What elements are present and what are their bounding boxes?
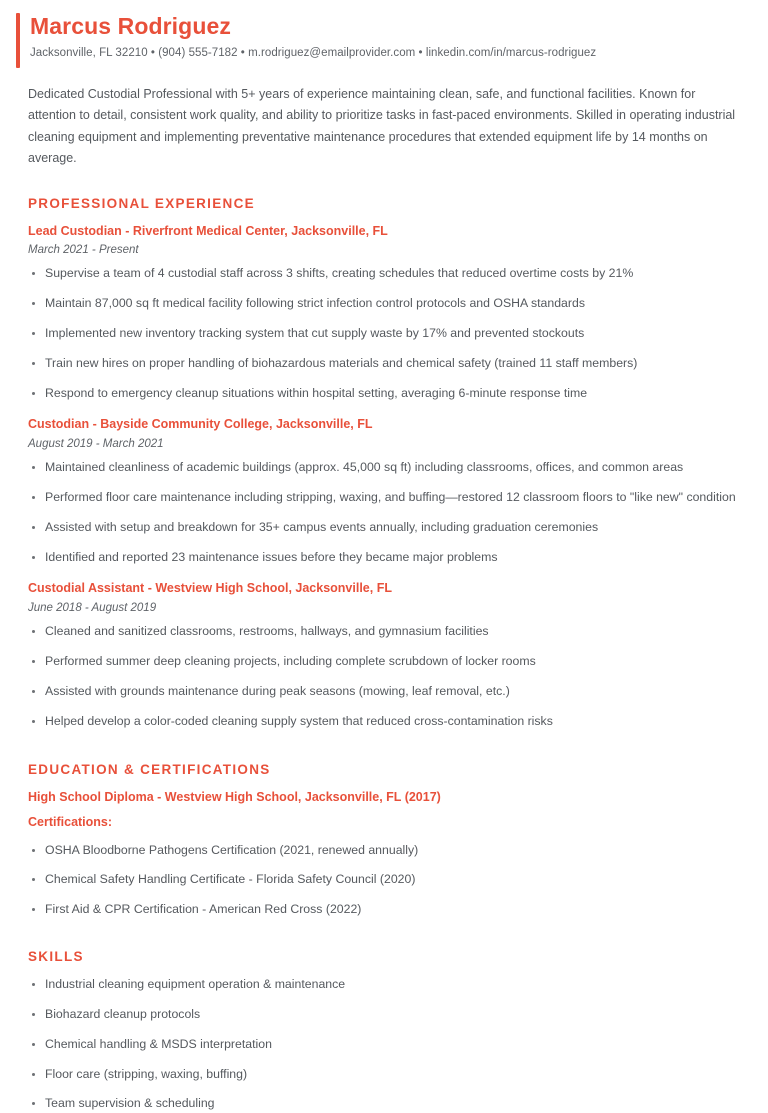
job-bullet-list bbox=[28, 265, 744, 402]
page-title: Marcus Rodriguez bbox=[30, 13, 231, 39]
section-heading-experience: PROFESSIONAL EXPERIENCE bbox=[28, 195, 255, 211]
section-heading-education: EDUCATION & CERTIFICATIONS bbox=[28, 761, 271, 777]
job-entry bbox=[28, 416, 744, 566]
list-item: Floor care (stripping, waxing, buffing) bbox=[28, 1066, 744, 1084]
job-dates: June 2018 - August 2019 bbox=[28, 601, 157, 614]
list-item: Respond to emergency cleanup situations within hospital setting, averaging 6-minute response time bbox=[28, 385, 744, 403]
contact-line: Jacksonville, FL 32210 • (904) 555-7182 • m.rodriguez@emailprovider.com • linkedin.com/in/marcus-rodriguez bbox=[30, 47, 597, 60]
job-entry bbox=[28, 223, 744, 403]
list-item: Assisted with setup and breakdown for 35+ campus events annually, including graduation ceremonies bbox=[28, 519, 744, 537]
certifications-label: Certifications: bbox=[28, 815, 113, 830]
job-bullet-list bbox=[28, 623, 744, 730]
section-education-certifications bbox=[28, 762, 744, 919]
list-item: Implemented new inventory tracking system that cut supply waste by 17% and prevented stockouts bbox=[28, 325, 744, 343]
list-item: Helped develop a color-coded cleaning supply system that reduced cross-contamination risks bbox=[28, 713, 744, 731]
job-entry bbox=[28, 580, 744, 730]
list-item: Maintain 87,000 sq ft medical facility following strict infection control protocols and OSHA standards bbox=[28, 295, 744, 313]
header-accent-bar bbox=[16, 13, 20, 68]
list-item: Maintained cleanliness of academic buildings (approx. 45,000 sq ft) including classrooms, offices, and common areas bbox=[28, 459, 744, 477]
list-item: Performed floor care maintenance including stripping, waxing, and buffing—restored 12 classroom floors to "like new" condition bbox=[28, 489, 744, 507]
job-title: Custodial Assistant - Westview High School, Jacksonville, FL bbox=[28, 581, 392, 596]
list-item: Identified and reported 23 maintenance issues before they became major problems bbox=[28, 549, 744, 567]
section-professional-experience bbox=[28, 196, 744, 731]
job-title: Lead Custodian - Riverfront Medical Center, Jacksonville, FL bbox=[28, 223, 388, 238]
skills-list bbox=[28, 976, 744, 1113]
list-item: Supervise a team of 4 custodial staff across 3 shifts, creating schedules that reduced overtime costs by 21% bbox=[28, 265, 744, 283]
list-item: OSHA Bloodborne Pathogens Certification (2021, renewed annually) bbox=[28, 842, 744, 860]
job-dates: August 2019 - March 2021 bbox=[28, 437, 164, 450]
list-item: Team supervision & scheduling bbox=[28, 1095, 744, 1113]
section-heading-skills: SKILLS bbox=[28, 949, 84, 965]
list-item: Chemical handling & MSDS interpretation bbox=[28, 1036, 744, 1054]
list-item: Cleaned and sanitized classrooms, restrooms, hallways, and gymnasium facilities bbox=[28, 623, 744, 641]
certifications-list bbox=[28, 842, 744, 919]
professional-summary: Dedicated Custodial Professional with 5+ years of experience maintaining clean, safe, and functional facilities. Known for attention to detail, consistent work quality, and ability to prioritize tasks in fast-paced environments. Skilled in operating industrial cleaning equipment and implementing preventative maintenance procedures that extended equipment life by 14 months on average. bbox=[28, 86, 736, 166]
job-bullet-list bbox=[28, 459, 744, 566]
list-item: Train new hires on proper handling of biohazardous materials and chemical safety (trained 11 staff members) bbox=[28, 355, 744, 373]
list-item: Assisted with grounds maintenance during peak seasons (mowing, leaf removal, etc.) bbox=[28, 683, 744, 701]
list-item: Chemical Safety Handling Certificate - Florida Safety Council (2020) bbox=[28, 871, 744, 889]
list-item: Biohazard cleanup protocols bbox=[28, 1006, 744, 1024]
job-title: Custodian - Bayside Community College, Jacksonville, FL bbox=[28, 417, 373, 432]
education-degree: High School Diploma - Westview High School, Jacksonville, FL (2017) bbox=[28, 789, 441, 804]
list-item: Performed summer deep cleaning projects, including complete scrubdown of locker rooms bbox=[28, 653, 744, 671]
job-dates: March 2021 - Present bbox=[28, 244, 139, 257]
list-item: First Aid & CPR Certification - American Red Cross (2022) bbox=[28, 901, 744, 919]
list-item: Industrial cleaning equipment operation & maintenance bbox=[28, 976, 744, 994]
section-skills bbox=[28, 949, 744, 1113]
resume-header bbox=[0, 0, 768, 72]
